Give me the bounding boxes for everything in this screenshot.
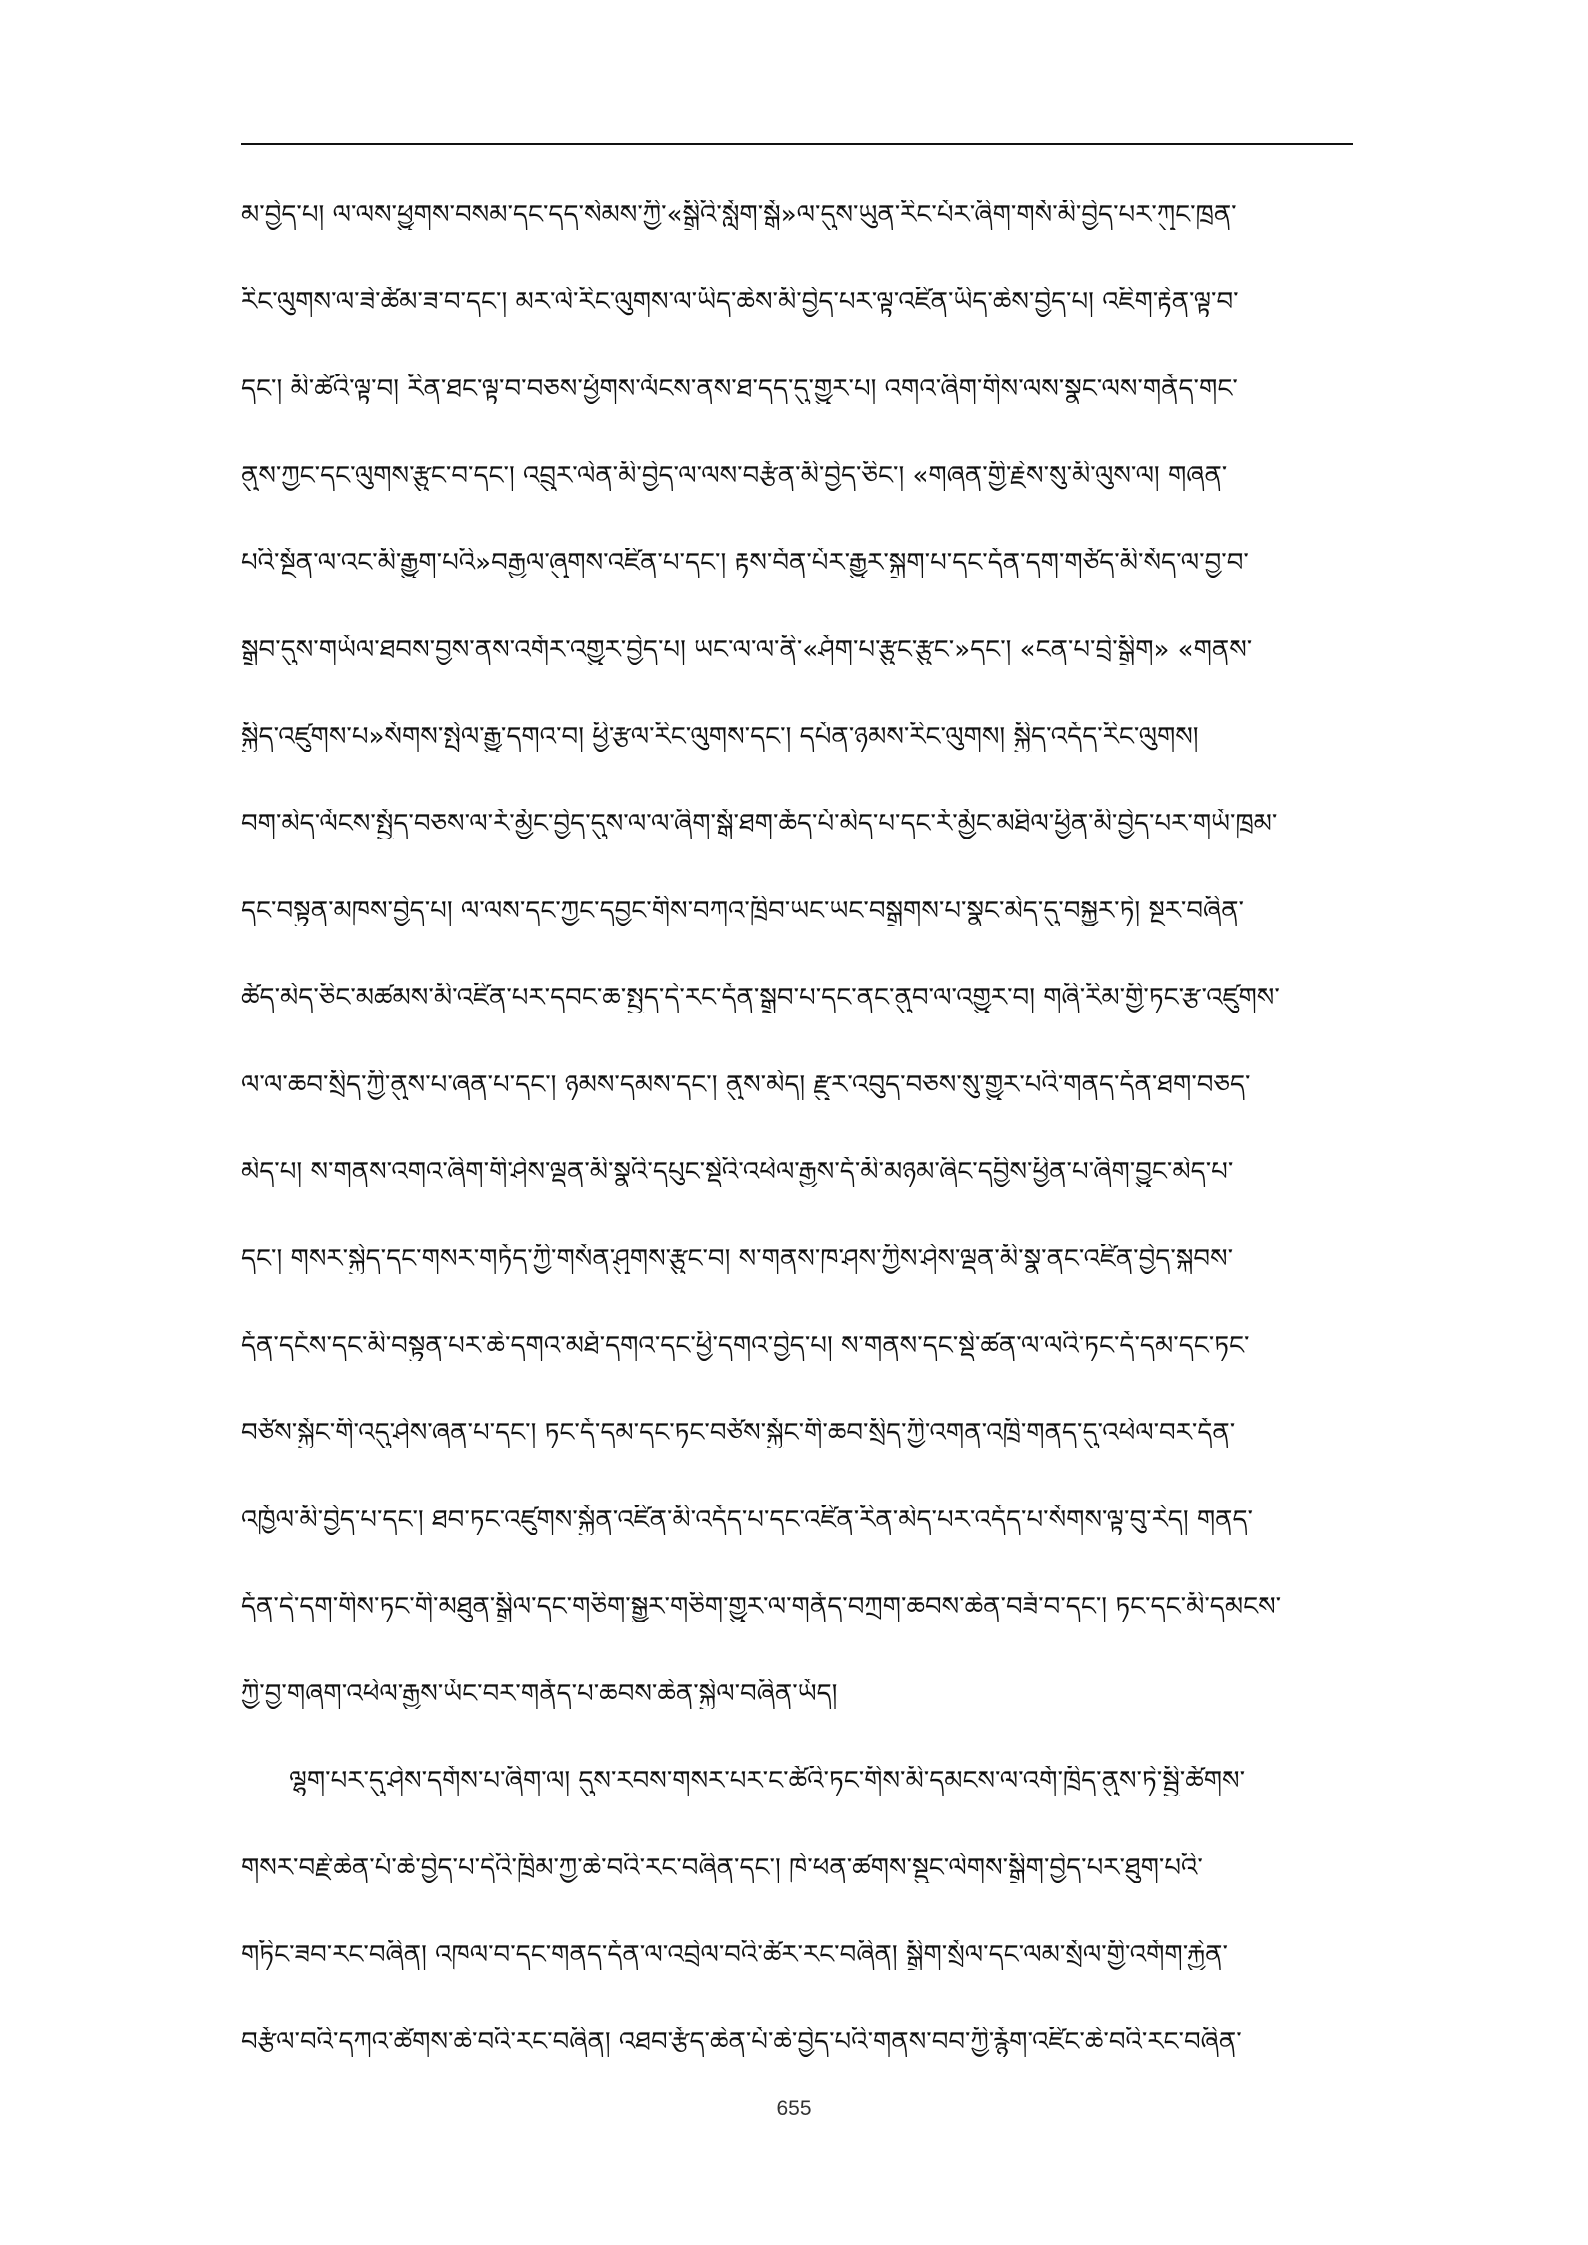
text-line: འཁྱོལ་མི་བྱེད་པ་དང་། ཐབ་ཏང་འཛུགས་སྐྱོན་འཛིན་མི་འདོད་པ་དང་འཛིན་རིན་མེད་པར་འདོད་པ་སོགས་ལྟ་བུ་རེད། གནད་ bbox=[241, 1505, 1254, 1535]
text-line: ལ་ལ་ཆབ་སྲིད་ཀྱི་ནུས་པ་ཞན་པ་དང་། ཉམས་དམས་དང་། ནུས་མེད། རྫུར་འབུད་བཅས་སུ་གྱུར་པའི་གནད་དོན་ཐག་བཅད་ bbox=[241, 1070, 1251, 1100]
text-line: དོན་དངོས་དང་མི་བསྟུན་པར་ཆེ་དགའ་མཐོ་དགའ་དང་ཕྱི་དགའ་བྱེད་པ། ས་གནས་དང་སྡེ་ཚན་ལ་ལའི་ཏང་དོ་དམ་དང་ཏང་ bbox=[241, 1331, 1250, 1361]
text-line: རིང་ལུགས་ལ་ཟེ་ཚོམ་ཟ་བ་དང་། མར་ལེ་རིང་ལུགས་ལ་ཡིད་ཆེས་མི་བྱེད་པར་ལྟ་འཛིན་ཡིད་ཆེས་བྱེད་པ། འཇིག་རྟེན་ལྟ་བ་ bbox=[241, 287, 1239, 317]
text-line: སྐྱིད་འཛུགས་པ»སོགས་སྤེལ་རྒྱུ་དགའ་བ། ཕྱི་རྩལ་རིང་ལུགས་དང་། དཔོན་ཉམས་རིང་ལུགས། སྐྱིད་འདོད་རིང་ལུགས། bbox=[241, 722, 1199, 752]
text-line: ཚོད་མེད་ཅིང་མཚམས་མི་འཛིན་པར་དབང་ཆ་སྤྱད་དེ་རང་དོན་སྒྲུབ་པ་དང་ནང་ནུབ་ལ་འགྱུར་བ། གཞི་རིམ་གྱི་ཏང་རྩ་འཛུགས་ bbox=[241, 983, 1280, 1013]
text-line: ཀྱི་བྱ་གཞག་འཕེལ་རྒྱས་ཡོང་བར་གནོད་པ་ཆབས་ཆེན་སྐྱེལ་བཞིན་ཡོད། bbox=[241, 1679, 838, 1709]
text-line: གསར་བརྗེ་ཆེན་པོ་ཆེ་བྱེད་པ་དེའི་ཁྲིམ་ཀྱ་ཆེ་བའི་རང་བཞིན་དང་། ཁེ་ཕན་ཚགས་སྡུང་ལེགས་སྒྲིག་བྱེད་པར་ཐུག་པའི་ bbox=[241, 1853, 1203, 1883]
text-line: མེད་པ། ས་གནས་འགའ་ཞིག་གི་ཤེས་ལྡན་མི་སྣའི་དཔུང་སྡེའི་འཕེལ་རྒྱས་དོ་མི་མཉམ་ཞིང་དབྱིས་ཕྱིན་པ་ཞིག་བྱུང་མེད་པ་ bbox=[241, 1157, 1234, 1187]
text-line: པའི་སྔོན་ལ་འང་མི་རྒྱུག་པའི»བརྒྱལ་ཞུགས་འཛིན་པ་དང་། རྟས་བོན་པོར་རྒྱུར་སྐྲག་པ་དང་དོན་དག་གཙོད་མི་སོད་ལ་བྱ་བ་ bbox=[241, 548, 1249, 578]
text-line: བརྩོལ་བའི་དཀའ་ཚེགས་ཆེ་བའི་རང་བཞིན། འཐབ་རྩོད་ཆེན་པོ་ཆེ་བྱེད་པའི་གནས་བབ་ཀྱི་རྙོག་འཛིང་ཆེ་བའི་རང་བཞིན་ bbox=[241, 2027, 1242, 2057]
text-line: བཙོས་སྐྱོང་གི་འདུ་ཤེས་ཞན་པ་དང་། ཏང་དོ་དམ་དང་ཏང་བཙོས་སྐྱོང་གི་ཆབ་སྲིད་ཀྱི་འགན་འཁྲི་གནད་དུ་འཕེལ་བར་དོན་ bbox=[241, 1418, 1236, 1448]
text-line: དང་། མི་ཚེའི་ལྟ་བ། རིན་ཐང་ལྟ་བ་བཅས་ཕྱོགས་ལོངས་ནས་ཐ་དད་དུ་གྱུར་པ། འགའ་ཞིག་གིས་ལས་སྣང་ལས་གནོད་གང་ bbox=[241, 374, 1238, 404]
header-rule bbox=[241, 143, 1353, 145]
page-number: 655 bbox=[776, 2097, 812, 2120]
text-line: གཏིང་ཟབ་རང་བཞིན། འཁལ་བ་དང་གནད་དོན་ལ་འབྲེལ་བའི་ཚོར་རང་བཞིན། སྒྲིག་སྲོལ་དང་ལམ་སྲོལ་གྱི་འགོག་རྐྱེན་ bbox=[241, 1940, 1228, 1970]
body-text bbox=[241, 200, 1353, 2114]
text-line: སྒྲུབ་དུས་གཡོལ་ཐབས་བྱས་ནས་འགོར་འགྱུར་བྱེད་པ། ཡང་ལ་ལ་ནི་«ཤོག་པ་རྩུང་རྩུང་»དང་། «ངན་པ་བྲེ་སྒྲིག» «གནས་ bbox=[241, 635, 1253, 665]
text-line: ནུས་ཀྱང་དང་ལུགས་རྩུང་བ་དང་། འབྲུར་ལེན་མི་བྱེད་ལ་ལས་བརྩོན་མི་བྱེད་ཅིང་། «གཞན་གྱི་རྗེས་སུ་མི་ལུས་ལ། གཞན་ bbox=[241, 461, 1228, 491]
text-line: བག་མེད་ལོངས་སྤྱོད་བཅས་ལ་རོ་མྱོང་བྱེད་དུས་ལ་ལ་ཞིག་སྒོ་ཐག་ཆོད་པོ་མེད་པ་དང་རོ་མྱོང་མཐིལ་ཕྱིན་མི་བྱེད་པར་གཡོ་ཁྲམ་ bbox=[241, 809, 1278, 839]
text-line: ལྷག་པར་དུ་ཤེས་དགོས་པ་ཞིག་ལ། དུས་རབས་གསར་པར་ང་ཚོའི་ཏང་གིས་མི་དམངས་ལ་འགོ་ཁྲིད་ནུས་ཏེ་སྦྱི་ཚོགས་ bbox=[289, 1766, 1246, 1796]
text-line: དང་བསྟུན་མཁས་བྱེད་པ། ལ་ལས་དང་ཀྱང་དབྱང་གིས་བཀའ་ཁྲིབ་ཡང་ཡང་བསྒྲགས་པ་སྣང་མེད་དུ་བསྐྱུར་ཏེ། སྔར་བཞིན་ bbox=[241, 896, 1245, 926]
text-line: མ་བྱེད་པ། ལ་ལས་ཕྱུགས་བསམ་དང་དད་སེམས་ཀྱི་«སྒྲིའི་སློག་སྒོ»ལ་དུས་ཡུན་རིང་པོར་ཞིག་གསོ་མི་བྱེད་པར་ཀུང་ཁྲན་ bbox=[241, 200, 1237, 230]
text-line: དང་། གསར་སྐྱེད་དང་གསར་གཏོད་ཀྱི་གསོན་ཤུགས་རྩུང་བ། ས་གནས་ཁ་ཤས་ཀྱིས་ཤེས་ལྡན་མི་སྣ་ནང་འཛིན་བྱེད་སྐབས་ bbox=[241, 1244, 1234, 1274]
text-line: དོན་དེ་དག་གིས་ཏང་གི་མཐུན་སྒྲིལ་དང་གཅིག་སྒྱུར་གཅིག་གྱུར་ལ་གནོད་བཀྲག་ཆབས་ཆེན་བཟོ་བ་དང་། ཏང་དང་མི་དམངས་ bbox=[241, 1592, 1282, 1622]
